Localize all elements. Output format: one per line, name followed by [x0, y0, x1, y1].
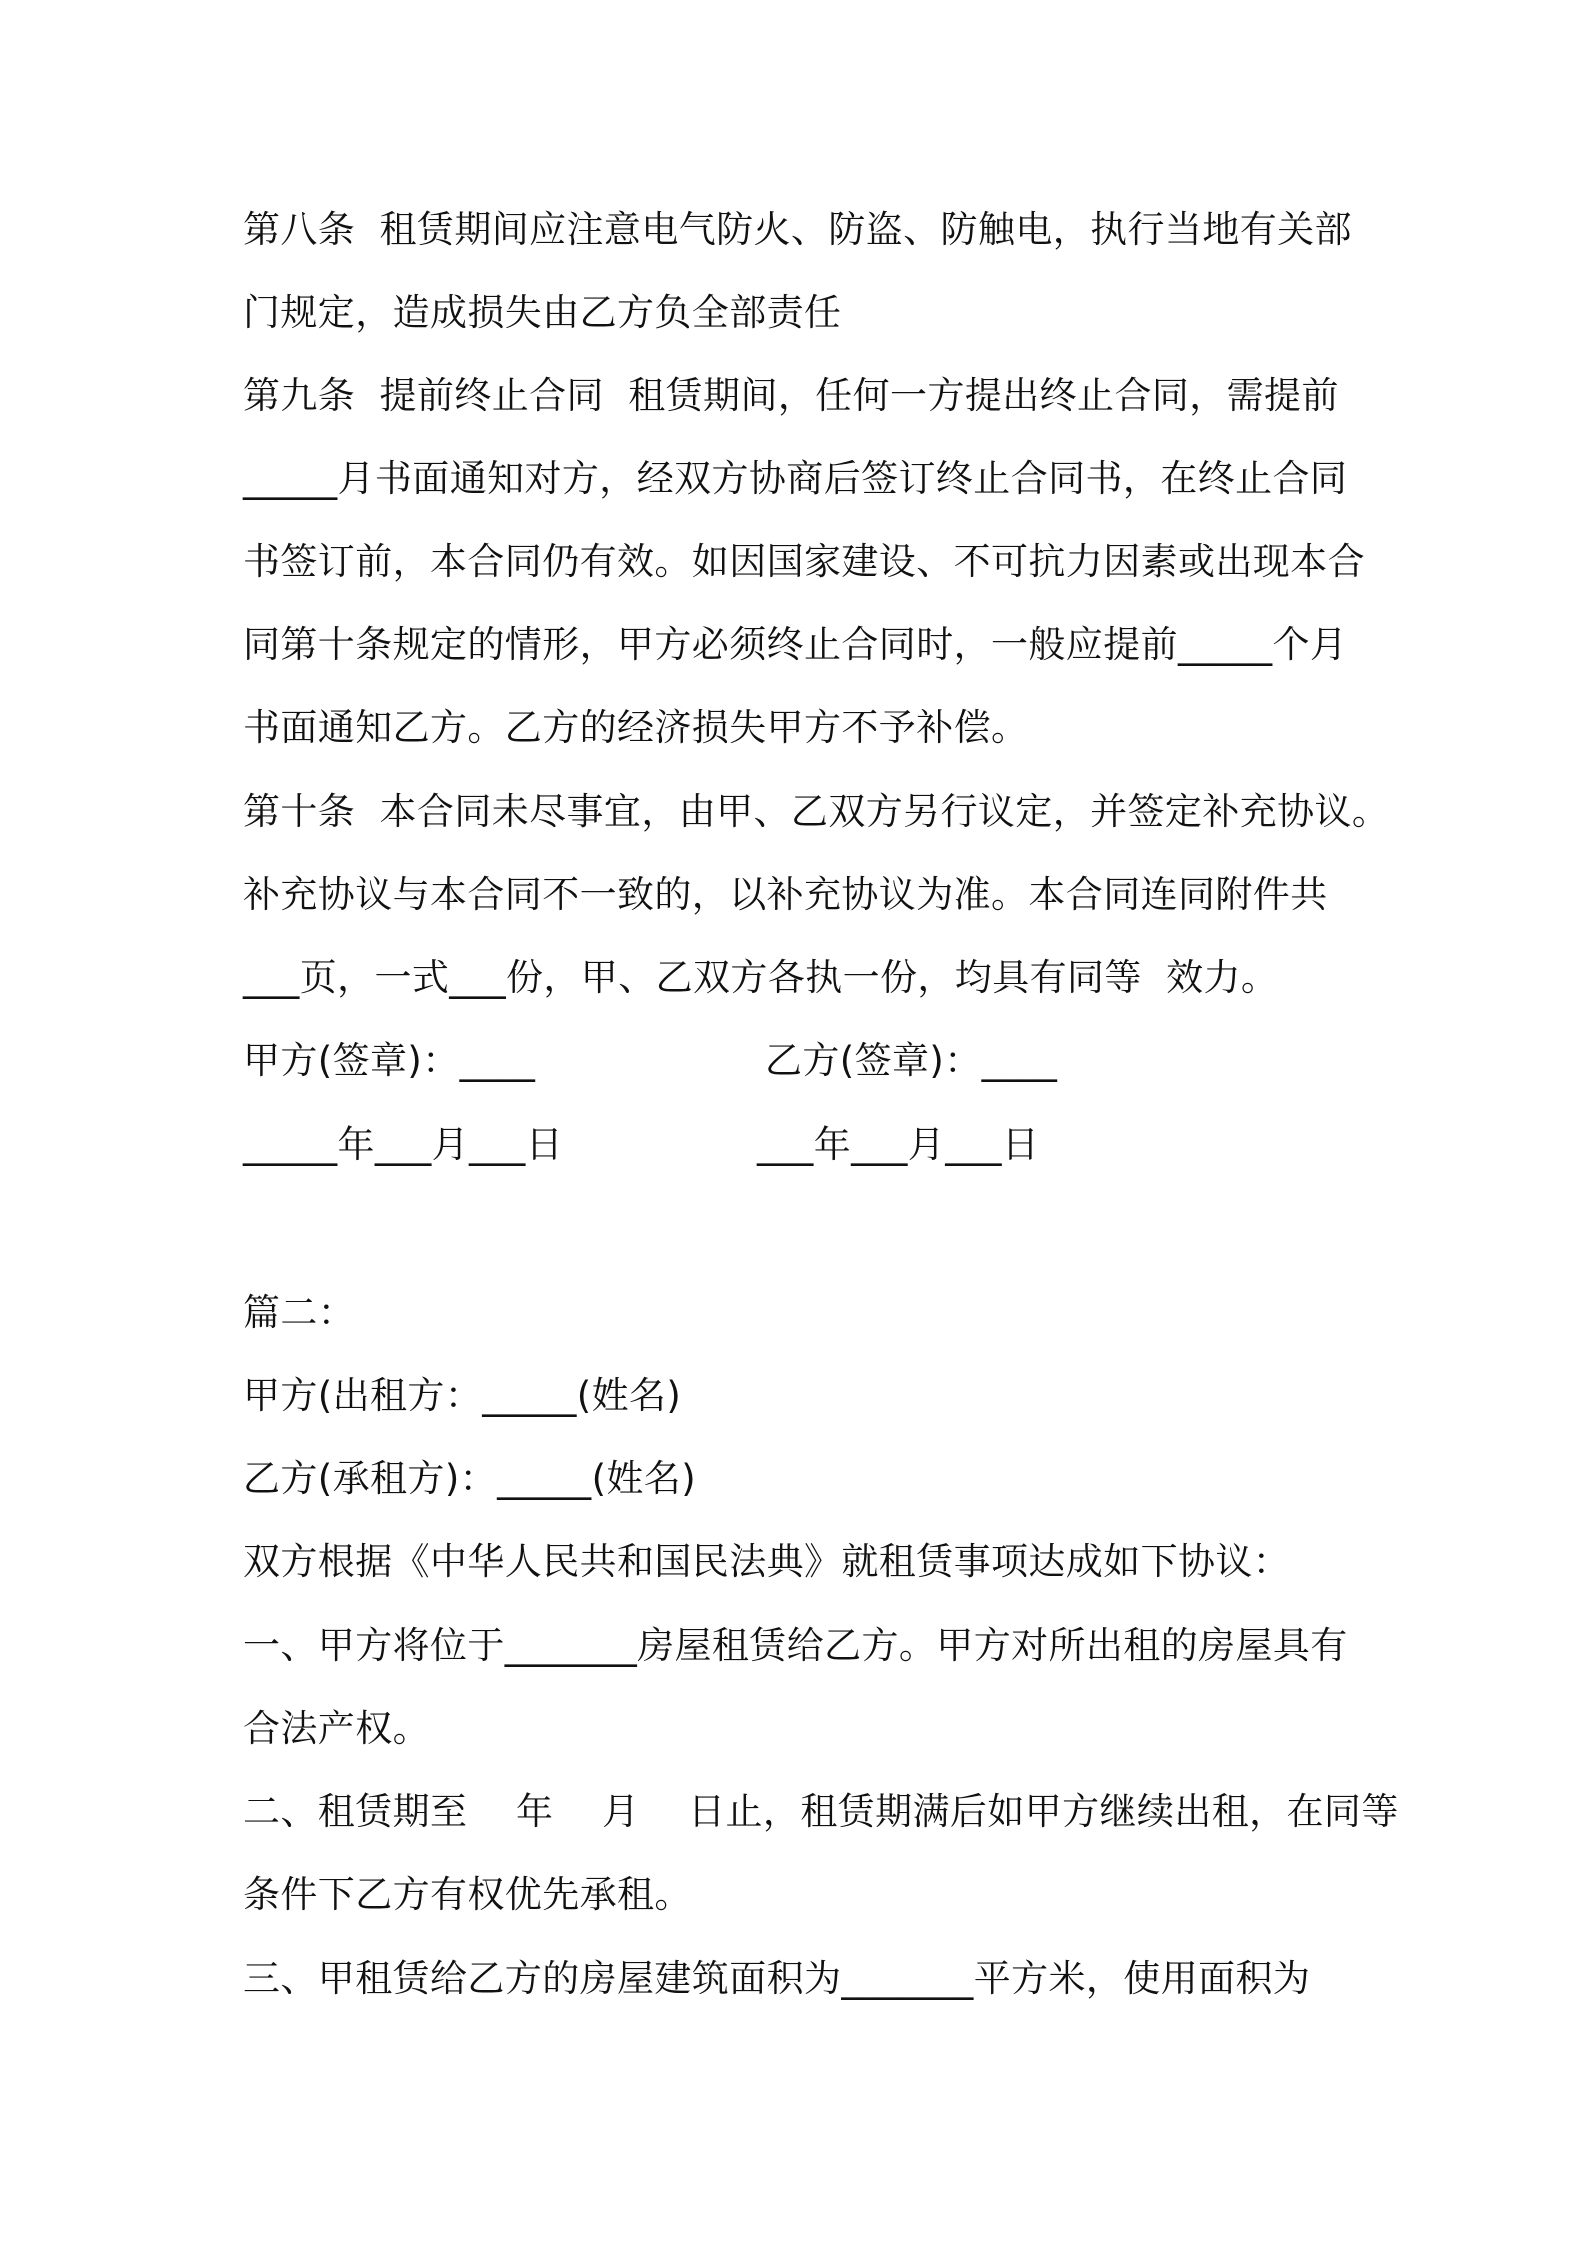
article9-line2: _____月书面通知对方，经双方协商后签订终止合同书，在终止合同 — [243, 457, 1348, 500]
part2-clause1-line2: 合法产权。 — [243, 1707, 430, 1750]
signature-party-b: 乙方(签章)：____ — [765, 1039, 1058, 1082]
article9-line1: 第九条 提前终止合同 租赁期间，任何一方提出终止合同，需提前 — [243, 374, 1339, 417]
article10-line3: ___页，一式___份，甲、乙双方各执一份，均具有同等 效力。 — [243, 956, 1279, 999]
part2-intro: 双方根据《中华人民共和国民法典》就租赁事项达成如下协议： — [243, 1540, 1291, 1583]
article8-line1: 第八条 租赁期间应注意电气防火、防盗、防触电，执行当地有关部 — [243, 208, 1352, 251]
part2-heading: 篇二： — [243, 1291, 356, 1334]
part2-clause2-line2: 条件下乙方有权优先承租。 — [243, 1873, 692, 1916]
part2-clause3-line1: 三、甲租赁给乙方的房屋建筑面积为_______平方米，使用面积为 — [243, 1957, 1311, 2000]
part2-clause1-line1: 一、甲方将位于_______房屋租赁给乙方。甲方对所出租的房屋具有 — [243, 1624, 1348, 1667]
article9-line5: 书面通知乙方。乙方的经济损失甲方不予补偿。 — [243, 706, 1029, 749]
article8-line2: 门规定，造成损失由乙方负全部责任 — [243, 291, 842, 334]
part2-lessee: 乙方(承租方)：_____(姓名) — [243, 1457, 697, 1500]
signature-party-a: 甲方(签章)：____ — [243, 1039, 536, 1082]
part2-lessor: 甲方(出租方：_____(姓名) — [243, 1374, 682, 1417]
part2-clause2-line1: 二、租赁期至 年 月 日止，租赁期满后如甲方继续出租，在同等 — [243, 1790, 1399, 1833]
article9-line4: 同第十条规定的情形，甲方必须终止合同时，一般应提前_____个月 — [243, 623, 1348, 666]
date-party-b: ___年___月___日 — [757, 1123, 1040, 1166]
article9-line3: 书签订前，本合同仍有效。如因国家建设、不可抗力因素或出现本合 — [243, 540, 1365, 583]
article10-line2: 补充协议与本合同不一致的，以补充协议为准。本合同连同附件共 — [243, 873, 1328, 916]
date-party-a: _____年___月___日 — [243, 1123, 564, 1166]
article10-line1: 第十条 本合同未尽事宜，由甲、乙双方另行议定，并签定补充协议。 — [243, 790, 1390, 833]
